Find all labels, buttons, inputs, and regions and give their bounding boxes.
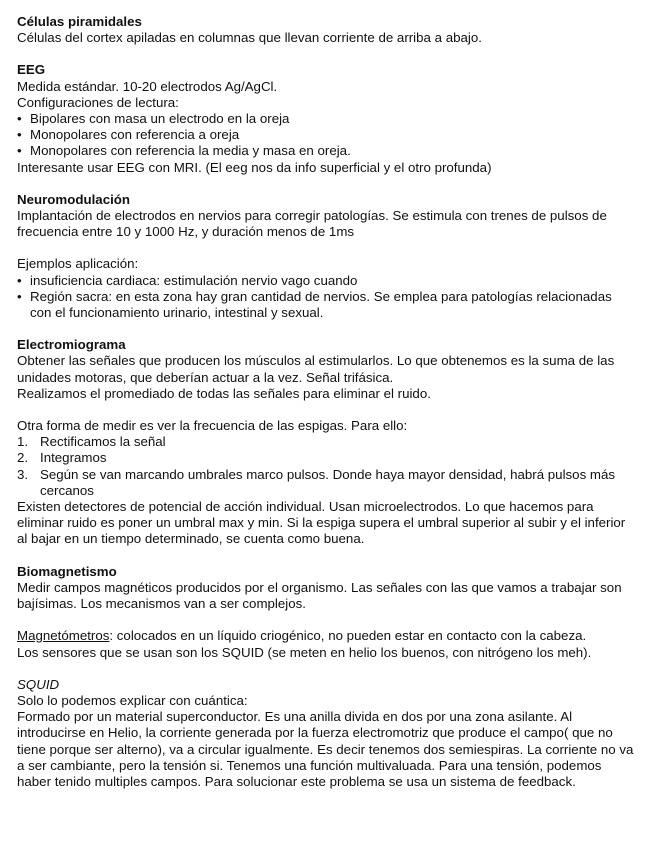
paragraph: Implantación de electrodos en nervios para corregir patologías. Se estimula con trenes de pulsos de frecuencia entre 10 y 1000 Hz, y duración menos de 1ms: [17, 208, 607, 240]
paragraph: Formado por un material superconductor. Es una anilla divida en dos por una zona asilante. Al introducirse en Helio, la corriente generada por la fuerza electromotriz que produce el campo( que no tiene porque ser alterno), va a circular igualmente. Es decir tenemos dos semiespiras. La corriente no va a ser cambiante, pero la tensión si. Tenemos una función multivaluada. Para una tensión, podemos haber tenido multiples campos. Para solucionar este problema se usa un sistema de feedback.: [17, 709, 634, 789]
section-celulas-piramidales: [17, 14, 634, 46]
list-text: Rectificamos la señal: [40, 434, 166, 450]
list-item: [17, 467, 634, 499]
paragraph: [17, 628, 634, 644]
section-title: Biomagnetismo: [17, 563, 117, 579]
magnetometros-term: Magnetómetros: [17, 628, 110, 644]
list-number: 1.: [17, 434, 29, 450]
paragraph: Células del cortex apiladas en columnas que llevan corriente de arriba a abajo.: [17, 30, 482, 46]
bullet-list: [17, 273, 634, 322]
paragraph: Realizamos el promediado de todas las señales para eliminar el ruido.: [17, 385, 431, 401]
list-item: • Bipolares con masa un electrodo en la oreja: [17, 111, 634, 127]
paragraph: Los sensores que se usan son los SQUID (se meten en helio los buenos, con nitrógeno los meh).: [17, 644, 592, 660]
list-item: [17, 434, 634, 450]
squid-subtitle: SQUID: [17, 676, 60, 692]
list-item: • Región sacra: en esta zona hay gran cantidad de nervios. Se emplea para patologías relacionadas con el funcionamiento urinario, intestinal y sexual.: [17, 289, 634, 321]
bullet-list: [17, 111, 634, 160]
numbered-list: [17, 434, 634, 499]
list-item: • Monopolares con referencia a oreja: [17, 127, 634, 143]
section-title: Neuromodulación: [17, 191, 131, 207]
section-title: Células piramidales: [17, 14, 142, 29]
list-text: Integramos: [40, 450, 107, 466]
magnetometros-text: : colocados en un líquido criogénico, no pueden estar en contacto con la cabeza.: [109, 628, 587, 644]
paragraph: Ejemplos aplicación:: [17, 256, 139, 272]
paragraph: Medir campos magnéticos producidos por el organismo. Las señales con las que vamos a trabajar son bajísimas. Los mecanismos van a ser complejos.: [17, 579, 622, 612]
paragraph: Medida estándar. 10-20 electrodos Ag/AgCl.: [17, 78, 278, 94]
list-number: 2.: [17, 450, 29, 466]
section-biomagnetismo: [17, 564, 634, 790]
section-title: EEG: [17, 62, 46, 78]
list-number: 3.: [17, 466, 29, 482]
list-item: [17, 450, 634, 466]
paragraph: Configuraciones de lectura:: [17, 94, 179, 110]
list-item: • insuficiencia cardiaca: estimulación nervio vago cuando: [17, 273, 634, 289]
paragraph: Existen detectores de potencial de acción individual. Usan microelectrodos. Lo que hacemos para eliminar ruido es poner un umbral max y min. Si la espiga supera el umbral superior al subir y el inferior al bajar en un tiempo determinado, se cuenta como buena.: [17, 499, 626, 547]
list-text: Según se van marcando umbrales marco pulsos. Donde haya mayor densidad, habrá pulsos más cercanos: [40, 466, 616, 498]
paragraph: Solo lo podemos explicar con cuántica:: [17, 692, 248, 708]
paragraph: Otra forma de medir es ver la frecuencia de las espigas. Para ello:: [17, 418, 408, 434]
paragraph: Interesante usar EEG con MRI. (El eeg nos da info superficial y el otro profunda): [17, 159, 492, 175]
section-eeg: [17, 62, 634, 175]
list-item: • Monopolares con referencia la media y masa en oreja.: [17, 143, 634, 159]
paragraph: Obtener las señales que producen los músculos al estimularlos. Lo que obtenemos es la suma de las unidades motoras, que deberían actuar a la vez. Señal trifásica.: [17, 353, 615, 385]
section-neuromodulacion: [17, 192, 634, 321]
section-electromiograma: [17, 337, 634, 547]
section-title: Electromiograma: [17, 337, 126, 353]
